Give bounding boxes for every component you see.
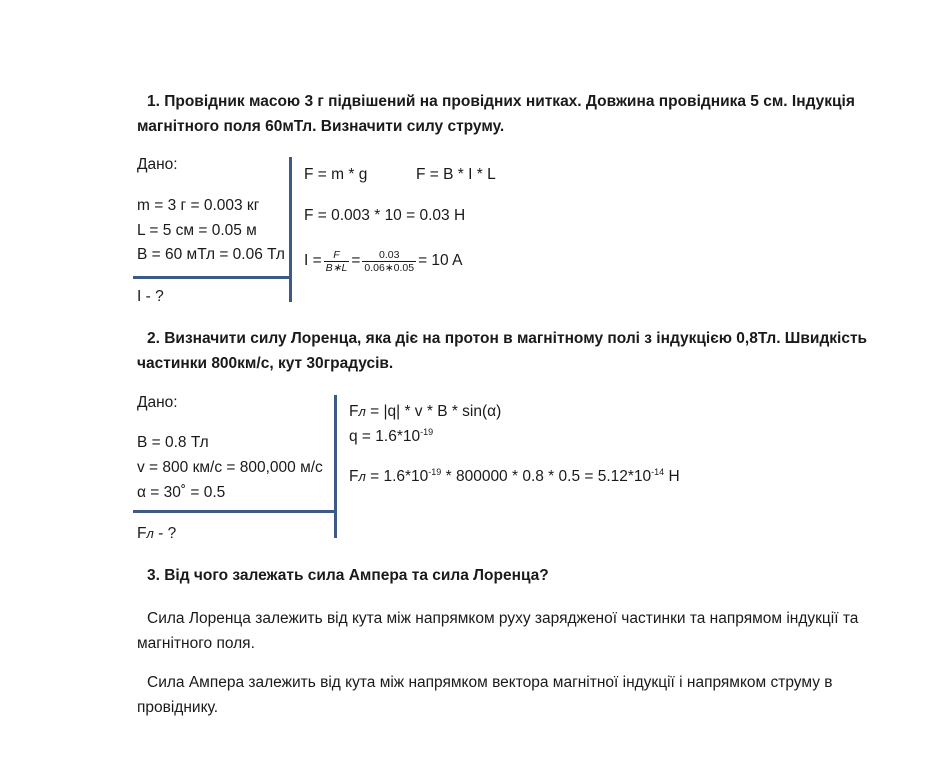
task1-find: I - ? [137,288,164,305]
task1-frac2-num: 0.03 [379,248,400,261]
task3-paragraph-ampere: Сила Ампера залежить від кута між напрямком вектора магнітної індукції і напрямком струму в провіднику. [137,674,833,716]
task1-given-divider [133,276,290,279]
task1-given-length: L = 5 см = 0.05 м [137,222,257,239]
task1-eq: = [351,252,361,269]
task2-title: 2. Визначити силу Лоренца, яка діє на протон в магнітному полі з індукцією 0,8Тл. Швидкість частинки 800км/с, кут 30градусів. [137,330,868,372]
task1-frac2-den: 0.06∗0.05 [364,261,415,274]
task3-paragraph-lorentz: Сила Лоренца залежить від кута між напрямком руху зарядженої частинки та напрямом індукції та магнітного поля. [137,610,859,652]
task2-calc: Fл = $1.6*10^{-19} * 800000 * 0.8 * 0.5 = 5.12*10^{-14}$ H [349,467,680,485]
task1-frac1-num: F [333,248,340,261]
task1-given-label: Дано: [137,156,178,173]
task2-given-angle: α = 30˚ = 0.5 [137,484,226,501]
task2-given-induction: B = 0.8 Тл [137,434,209,451]
task1-given-mass: m = 3 г = 0.003 кг [137,197,260,214]
task1-formula-weight: F = m * g [304,166,368,183]
task2-vertical-divider [334,395,337,538]
task2-charge: $q = 1.6*10^{-19}$ [349,427,434,445]
task2-given-velocity: v = 800 км/с = 800,000 м/с [137,459,323,476]
task1-calc-force: F = 0.003 * 10 = 0.03 H [304,207,466,224]
task2-formula-lorentz: Fл = |q| * v * B * sin(α) [349,403,502,420]
task1-result-suffix: = 10 A [418,252,463,269]
task1-result [304,244,462,278]
task2-given-label: Дано: [137,394,178,411]
task1-title: 1. Провідник масою 3 г підвішений на провідних нитках. Довжина провідника 5 см. Індукція магнітного поля 60мТл. Визначити силу струму. [137,93,855,135]
task1-given-induction: B = 60 мТл = 0.06 Тл [137,246,285,263]
task1-result-prefix: I = [304,252,322,269]
task3-title: 3. Від чого залежать сила Ампера та сила Лоренца? [147,567,549,584]
task2-find: Fл - ? [137,525,177,542]
task1-frac1-den: B∗L [325,261,348,274]
task1-fraction-symbolic [324,249,350,274]
task2-given-divider [133,510,335,513]
task1-fraction-numeric [362,249,416,274]
task1-formula-ampere: F = B * I * L [416,166,496,183]
task1-vertical-divider [289,157,292,302]
